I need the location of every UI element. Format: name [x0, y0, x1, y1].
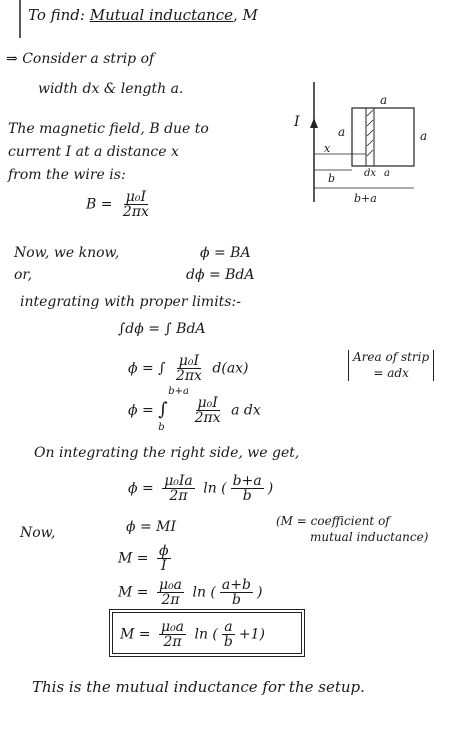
heading: To find: Mutual inductance, M: [28, 6, 258, 24]
label-a-right: a: [420, 129, 428, 143]
label-dx: dx: [364, 168, 377, 179]
area-note: Area of strip = adx: [348, 350, 434, 381]
mi-eq: ϕ = MI: [126, 519, 177, 535]
label-a-left: a: [338, 125, 346, 139]
loop: [352, 108, 414, 166]
dphi-bda: dϕ = BdA: [186, 267, 255, 283]
int-eq3: ϕ = b+a ∫ b $\frac{\text{μ₀I}}{2\pi x}$ a dx: [128, 385, 261, 433]
m-eq1: M = $\frac{\phi}{I}$: [118, 543, 169, 574]
intro-line1: ⇒ Consider a strip of: [6, 51, 155, 67]
or-label: or,: [14, 267, 33, 283]
phi-ba: ϕ = BA: [200, 245, 251, 261]
strip: [366, 108, 374, 166]
label-x: x: [324, 142, 331, 155]
now-we-know: Now, we know,: [14, 245, 120, 261]
field-text-2: current I at a distance x: [8, 144, 179, 160]
field-text-3: from the wire is:: [8, 167, 126, 183]
intro-line2: width dx & length a.: [38, 81, 184, 97]
label-I: I: [294, 114, 300, 130]
diagram: [290, 78, 470, 218]
now-label: Now,: [20, 525, 56, 541]
current-arrow-icon: [310, 118, 318, 128]
label-b-plus-a: b+a: [354, 192, 377, 205]
implies-icon: ⇒: [6, 51, 18, 67]
int-eq2: ϕ = ∫ $\frac{\text{μ₀I}}{2\pi x}$ d(ax): [128, 353, 249, 384]
label-a-small: a: [384, 168, 390, 179]
label-b: b: [328, 172, 336, 185]
result1: ϕ = $\frac{\text{μ₀Ia}}{2\pi}$ ln ( $\frac{b+a}{b}$ ): [128, 473, 274, 504]
integrating-text: integrating with proper limits:-: [20, 294, 241, 310]
label-a-top: a: [380, 93, 388, 107]
int-eq1: ∫dϕ = ∫ BdA: [118, 321, 206, 337]
m-final: M = $\frac{\text{μ₀a}}{2\pi}$ ln ( $\frac{a}{b}$ +1): [120, 619, 265, 650]
coef-note: (M = coefficient of mutual inductance): [276, 514, 429, 544]
conclusion: This is the mutual inductance for the setup.: [32, 678, 365, 696]
field-text-1: The magnetic field, B due to: [8, 121, 209, 137]
m-eq2: M = $\frac{\text{μ₀a}}{2\pi}$ ln ( $\frac{a+b}{b}$ ): [118, 577, 263, 608]
integrating-right-side: On integrating the right side, we get,: [34, 445, 300, 461]
b-formula: B = $\frac{\text{μ₀I}}{2\pi x}$: [86, 189, 149, 220]
